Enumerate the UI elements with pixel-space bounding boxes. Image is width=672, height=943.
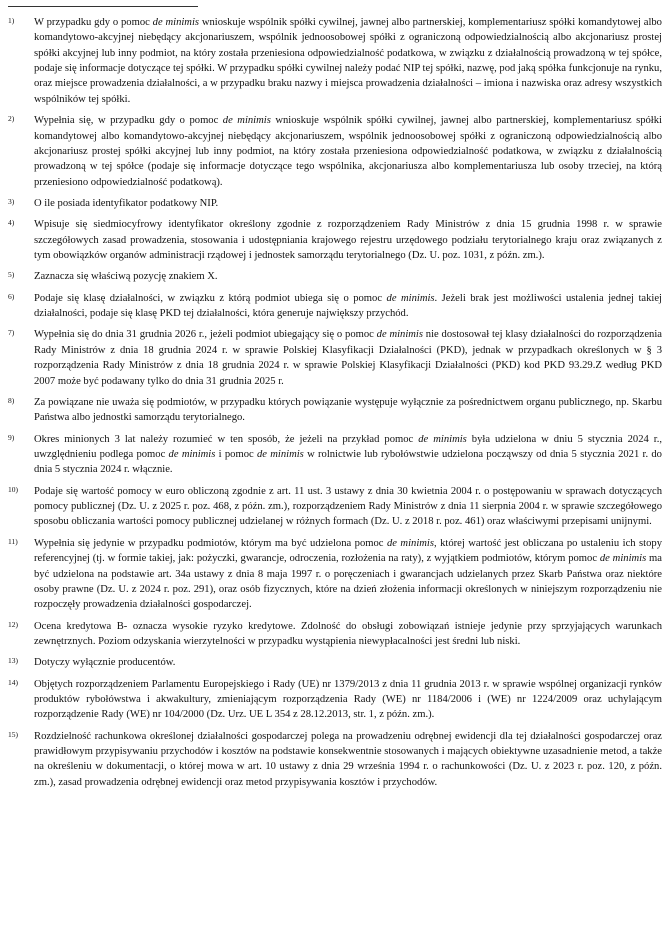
footnote-number: 4) [8, 218, 15, 228]
footnote-text-run: O ile posiada identyfikator podatkowy NIP. [34, 197, 219, 209]
footnote-text-italic: de minimis [222, 115, 271, 127]
footnote-text [34, 15, 662, 107]
footnote-text-run: Wypełnia się jedynie w przypadku podmiotów, którym ma być udzielona pomoc [34, 537, 387, 549]
footnote-number: 1) [8, 16, 15, 25]
footnote-text-run: , której wartość jest obliczana po ustaleniu ich stopy referencyjnej (tj. w formie takiej, jak: pożyczki, gwarancje, odroczenia, rozłożenia na raty), z wyjątkiem podmiotów, którym pomoc [34, 537, 662, 565]
footnote-separator-rule [8, 6, 198, 7]
footnote-5 [8, 269, 662, 284]
footnote-10 [8, 484, 662, 530]
footnote-text [34, 655, 662, 670]
footnote-text [34, 113, 662, 190]
footnote-text-run: Wypełnia się do dnia 31 grudnia 2026 r., jeżeli podmiot ubiegający się o pomoc [34, 329, 377, 341]
footnote-text-run: Za powiązane nie uważa się podmiotów, w przypadku których powiązanie występuje wyłącznie za pośrednictwem organu publicznego, np. Skarbu Państwa albo jednostki samorządu terytorialnego. [34, 396, 662, 424]
footnote-text-run: wnioskuje wspólnik spółki cywilnej, jawnej albo partnerskiej, komplementariusz spółki komandytowej albo komandytowo-akcyjnej niebędący akcjonariuszem, wspólnik jednoosobowej spółki z ograniczoną odpowiedzialnością albo akcjonariusz prostej spółki akcyjnej lub inny podmiot, na który została przeniesiona odpowiedzialność podatkowa, w związku z działalnością prowadzoną w tej spółce, podaje się informacje dotyczące tej spółki. W przypadku spółki cywilnej należy podać NIP tej spółki, nazwę, pod jaką spółka funkcjonuje na rynku, oraz miejsce prowadzenia działalności, a w przypadku braku nazwy i miejsca prowadzenia działalności – imiona i nazwiska oraz adresy wszystkich wspólników tej spółki. [34, 17, 662, 105]
footnote-text-run: nie dostosował tej klasy działalności do rozporządzenia Rady Ministrów z dnia 18 grudnia 2024 r. w sprawie Polskiej Klasyfikacji Działalności (PKD), jednak w przypadkach określonych w § 3 rozporządzenia Rady Ministrów z dnia 18 grudnia 2024 r. w sprawie Polskiej Klasyfikacji Działalności (PKD) kod PKD 93.29.Z według PKD 2007 może być podawany tylko do dnia 31 grudnia 2025 r. [34, 329, 662, 387]
footnote-4 [8, 217, 662, 263]
footnote-text-run: w rolnictwie lub rybołówstwie udzielona począwszy od dnia 5 stycznia 2021 r. do dnia 5 stycznia 2024 r. włącznie. [34, 448, 662, 476]
footnote-text [34, 291, 662, 322]
footnote-text-run: W przypadku gdy o pomoc [34, 17, 153, 28]
footnote-text-run: wnioskuje wspólnik spółki cywilnej, jawnej albo partnerskiej, komplementariusz spółki komandytowej albo komandytowo-akcyjnej niebędący akcjonariuszem, wspólnik jednoosobowej spółki z ograniczoną odpowiedzialnością albo akcjonariusz prostej spółki akcyjnej lub inny podmiot, na który została przeniesiona odpowiedzialność podatkowa, w związku z działalnością prowadzoną w tej spółce (podaje się informacje dotyczące tego wspólnika, akcjonariusza albo komplementariusza lub osoby trzeciej, na którą przeniesiono odpowiedzialność podatkową). [34, 115, 662, 188]
footnote-number: 14) [8, 677, 18, 687]
footnote-text-italic: de minimis [256, 448, 304, 460]
footnote-text [34, 395, 662, 426]
footnote-text-run: Dotyczy wyłącznie producentów. [34, 657, 176, 669]
footnote-text-italic: de minimis [376, 329, 423, 341]
footnote-text [34, 217, 662, 263]
footnote-number: 11) [8, 536, 18, 546]
footnote-text-run: Rozdzielność rachunkowa określonej działalności gospodarczej polega na prowadzeniu odrębnej ewidencji dla tej działalności gospodarczej oraz prawidłowym przypisywaniu przychodów i kosztów na podstawie konsekwentnie stosowanych i mających obiektywne uzasadnienie metod, a także na określeniu w dokumentacji, o której mowa w art. 10 ustawy z dnia 29 września 1994 r. o rachunkowości (Dz. U. z 2023 r. poz. 120, z późn. zm.), zasad prowadzenia odrębnej ewidencji oraz metod przypisywania kosztów i przychodów. [34, 730, 662, 788]
footnote-text-run: Objętych rozporządzeniem Parlamentu Europejskiego i Rady (UE) nr 1379/2013 z dnia 11 grudnia 2013 r. w sprawie wspólnej organizacji rynków produktów rybołówstwa i akwakultury, zmieniającym rozporządzenia Rady (WE) nr 1184/2006 i (WE) nr 1224/2009 oraz uchylającym rozporządzenie Rady (WE) nr 104/2000 (Dz. Urz. UE L 354 z 28.12.2013, str. 1, z późn. zm.). [34, 678, 662, 721]
footnote-number: 9) [8, 432, 15, 442]
footnote-3 [8, 196, 662, 211]
footnote-number: 5) [8, 270, 15, 280]
footnote-number: 8) [8, 395, 15, 405]
footnote-14 [8, 677, 662, 723]
footnote-text-run: Podaje się wartość pomocy w euro obliczoną zgodnie z art. 11 ust. 3 ustawy z dnia 30 kwietnia 2004 r. o postępowaniu w sprawach dotyczących pomocy publicznej (Dz. U. z 2025 r. poz. 468, z późn. zm.), rozporządzeniem Rady Ministrów z dnia 11 sierpnia 2004 r. w sprawie szczegółowego sposobu obliczania wartości pomocy publicznej udzielanej w różnych formach (Dz. U. z 2018 r. poz. 461) oraz właściwymi przepisami unijnymi. [34, 485, 662, 528]
footnote-8 [8, 395, 662, 426]
footnote-text [34, 484, 662, 530]
footnote-15 [8, 729, 662, 790]
footnote-text-run: ma być udzielona na podstawie art. 34a ustawy z dnia 8 maja 1997 r. o poręczeniach i gwarancjach udzielanych przez Skarb Państwa oraz niektóre osoby prawne (Dz. U. z 2024 r. poz. 291), oraz osób fizycznych, które na dzień złożenia informacji określonych w niniejszym rozporządzeniu nie rozpoczęły prowadzenia działalności gospodarczej. [34, 553, 662, 611]
footnote-text-run: Okres minionych 3 lat należy rozumieć w ten sposób, że jeżeli na przykład pomoc [34, 433, 419, 445]
footnote-text-italic: de minimis [152, 17, 200, 28]
footnote-text [34, 619, 662, 650]
footnote-text-italic: de minimis [386, 292, 435, 304]
footnote-text-run: Wypełnia się, w przypadku gdy o pomoc [34, 115, 223, 127]
footnote-text [34, 327, 662, 388]
footnote-2 [8, 113, 662, 190]
footnote-text-run: Ocena kredytowa B- oznacza wysokie ryzyko kredytowe. Zdolność do obsługi zobowiązań istnieje jedynie przy sprzyjających warunkach zewnętrznych. Poziom odzyskania wierzytelności w przypadku wystąpienia niewypłacalności jest średni lub niski. [34, 620, 662, 647]
footnote-text-run: . Jeżeli brak jest możliwości ustalenia jednej takiej działalności, podaje się klasę PKD tej działalności, która generuje największy przychód. [34, 292, 662, 320]
footnotes-list [8, 15, 662, 790]
footnote-text [34, 196, 662, 211]
footnote-number: 2) [8, 114, 15, 124]
footnote-7 [8, 327, 662, 388]
footnote-text [34, 729, 662, 790]
footnote-text-run: i pomoc [215, 448, 257, 460]
footnote-number: 6) [8, 291, 15, 301]
footnote-6 [8, 291, 662, 322]
footnote-13 [8, 655, 662, 670]
footnote-text-italic: de minimis [168, 448, 216, 460]
footnote-1 [8, 15, 662, 107]
footnote-text-italic: de minimis [386, 537, 434, 549]
footnote-text-italic: de minimis [599, 553, 647, 565]
footnote-number: 10) [8, 484, 18, 494]
footnote-9 [8, 432, 662, 478]
footnote-text-run: Podaje się klasę działalności, w związku z którą podmiot ubiega się o pomoc [34, 292, 387, 304]
footnote-text [34, 432, 662, 478]
footnote-number: 13) [8, 656, 18, 666]
footnote-text-italic: de minimis [418, 433, 467, 445]
footnote-11 [8, 536, 662, 613]
footnote-text [34, 677, 662, 723]
footnote-number: 15) [8, 729, 18, 739]
footnote-text-run: była udzielona w dniu 5 stycznia 2024 r., uwzględnieniu podlega pomoc [34, 433, 663, 460]
footnote-number: 12) [8, 619, 18, 629]
footnote-text [34, 269, 662, 284]
footnote-number: 7) [8, 328, 15, 338]
footnote-text-run: Zaznacza się właściwą pozycję znakiem X. [34, 271, 218, 283]
footnote-12 [8, 619, 662, 650]
footnote-text-run: Wpisuje się siedmiocyfrowy identyfikator określony zgodnie z rozporządzeniem Rady Ministrów z dnia 15 grudnia 1998 r. w sprawie szczegółowych zasad prowadzenia, stosowania i udostępniania krajowego rejestru urzędowego podziału terytorialnego kraju oraz związanych z tym obowiązków organów administracji rządowej i jednostek samorządu terytorialnego (Dz. U. poz. 1031, z późn. zm.). [34, 219, 662, 262]
footnote-text [34, 536, 662, 613]
footnote-number: 3) [8, 196, 15, 206]
